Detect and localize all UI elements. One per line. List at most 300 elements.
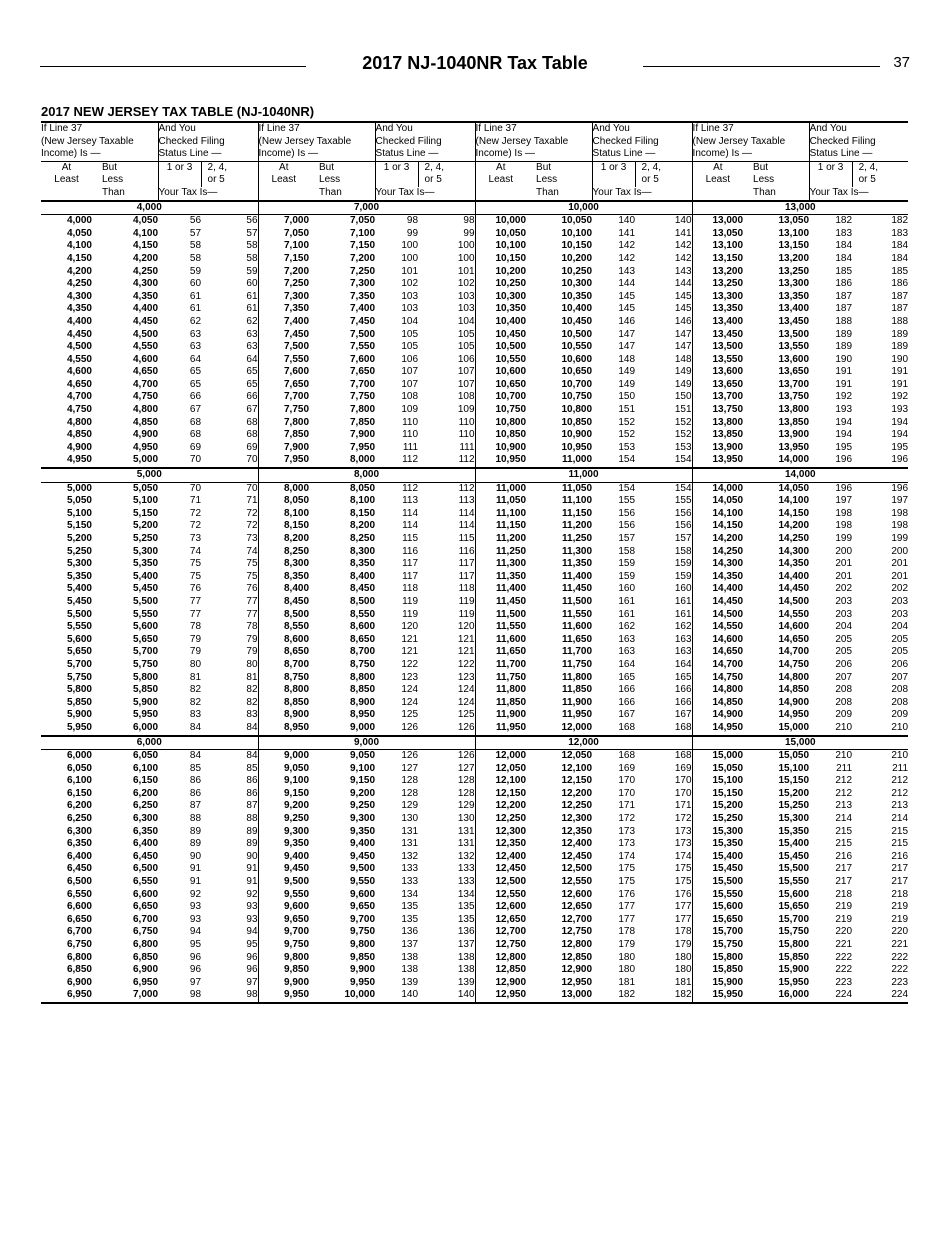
at-least-value: 8,000 [258, 482, 309, 495]
at-least-value: 15,700 [692, 926, 743, 939]
but-less-than-value: 9,700 [350, 913, 376, 925]
at-least-value: 7,700 [258, 391, 309, 404]
at-least-value: 4,650 [66, 378, 92, 390]
table-row [41, 851, 908, 864]
tax-status-2-4-5: 155 [674, 495, 692, 507]
tax-status-1-3: 138 [401, 951, 419, 963]
tax-status-1-3: 184 [835, 240, 853, 252]
at-least-value: 10,550 [475, 354, 526, 367]
tax-status-1-3: 107 [401, 378, 419, 390]
header-text: If Line 37 [41, 123, 83, 134]
but-less-than-value: 11,750 [562, 658, 593, 670]
at-least-value: 4,100 [66, 240, 92, 252]
but-less-than-value: 13,400 [778, 303, 810, 315]
table-row [41, 442, 908, 455]
tax-status-1-3: 122 [401, 658, 419, 670]
at-least-value: 6,150 [66, 787, 92, 799]
table-row [41, 697, 908, 710]
tax-status-1-3: 118 [402, 583, 419, 595]
at-least-value: 5,250 [66, 545, 92, 557]
tax-status-2-4-5: 137 [457, 939, 475, 950]
tax-status-2-4-5: 152 [674, 429, 692, 441]
filing-status-header [592, 122, 692, 161]
tax-status-1-3: 212 [835, 775, 853, 787]
at-least-value: 5,350 [66, 570, 92, 582]
tax-status-2-4-5: 166 [674, 696, 692, 708]
tax-status-2-4-5: 67 [246, 404, 258, 416]
tax-status-1-3: 63 [189, 341, 202, 353]
but-less-than-value: 14,700 [778, 646, 810, 658]
header-text: 2, 4, [858, 161, 879, 173]
at-least-value: 4,250 [66, 278, 92, 290]
at-least-value: 5,800 [66, 684, 92, 696]
tax-status-1-3: 166 [618, 696, 636, 708]
at-least-value: 15,450 [692, 863, 743, 876]
at-least-value: 10,600 [475, 366, 526, 379]
at-least-value: 11,850 [475, 697, 526, 710]
header-text: Than [753, 186, 776, 198]
but-less-than-value: 13,150 [778, 240, 810, 252]
tax-status-2-4-5: 161 [674, 595, 692, 607]
but-less-than-value: 6,500 [132, 863, 159, 875]
at-least-value: 6,050 [66, 762, 92, 774]
at-least-value: 14,300 [692, 558, 743, 571]
page-number: 37 [893, 54, 910, 71]
at-least-value: 14,150 [692, 520, 743, 533]
at-least-value: 10,350 [475, 303, 526, 316]
tax-status-1-3: 205 [835, 633, 853, 645]
at-least-value: 8,350 [258, 571, 309, 584]
tax-status-2-4-5: 151 [674, 404, 692, 416]
table-row [41, 404, 908, 417]
at-least-value: 6,950 [41, 989, 92, 1003]
tax-status-2-4-5: 214 [891, 813, 909, 825]
but-less-than-value: 14,900 [778, 696, 810, 708]
tax-status-2-4-5: 68 [246, 429, 258, 441]
tax-status-1-3: 208 [835, 696, 853, 708]
but-less-than-value: 6,250 [132, 800, 159, 812]
tax-status-1-3: 102 [401, 278, 419, 290]
but-less-than-value: 12,600 [561, 888, 593, 900]
but-less-than-value: 5,250 [132, 533, 159, 544]
tax-status-2-4-5: 188 [891, 315, 909, 327]
tax-status-2-4-5: 73 [246, 533, 258, 544]
tax-status-1-3: 62 [189, 315, 202, 327]
tax-status-2-4-5: 114 [458, 507, 475, 519]
tax-status-1-3: 210 [835, 721, 853, 733]
tax-status-2-4-5: 209 [891, 709, 909, 721]
but-less-than-value: 13,200 [778, 252, 810, 264]
but-less-than-value: 13,950 [778, 441, 810, 453]
but-less-than-value: 9,050 [350, 750, 376, 762]
tax-status-2-4-5: 94 [246, 926, 258, 938]
tax-status-2-4-5: 183 [891, 227, 909, 239]
header-text: or 5 [207, 174, 225, 186]
at-least-value: 9,800 [258, 952, 309, 965]
tax-status-2-4-5: 72 [246, 507, 258, 519]
table-row [41, 914, 908, 927]
header-text: Income) Is — [258, 148, 318, 160]
at-least-value: 9,700 [258, 926, 309, 939]
tax-status-2-4-5: 135 [457, 901, 475, 913]
tax-status-1-3: 189 [835, 341, 853, 353]
at-least-value: 6,850 [66, 964, 92, 976]
at-least-value: 9,850 [258, 964, 309, 977]
at-least-value: 12,750 [475, 939, 526, 952]
but-less-than-value: 10,150 [561, 240, 593, 252]
but-less-than-value: 6,700 [132, 913, 159, 925]
at-least-value: 11,600 [475, 634, 526, 647]
but-less-than-value: 6,450 [132, 850, 159, 862]
tax-status-1-3: 148 [618, 353, 636, 365]
at-least-value: 13,250 [692, 278, 743, 291]
but-less-than-value: 9,600 [350, 888, 376, 900]
tax-status-2-4-5: 152 [674, 416, 692, 428]
at-least-value: 4,900 [66, 441, 92, 453]
but-less-than-value: 14,350 [778, 558, 810, 570]
tax-status-1-3: 151 [618, 404, 636, 416]
but-less-than-value: 14,850 [778, 684, 810, 696]
tax-status-1-3: 219 [835, 901, 853, 913]
tax-status-1-3: 68 [189, 429, 202, 441]
tax-status-2-4-5: 63 [246, 341, 258, 353]
tax-status-2-4-5: 203 [891, 595, 909, 607]
tax-status-1-3: 214 [835, 813, 853, 825]
table-row [41, 609, 908, 622]
tax-status-2-4-5: 202 [891, 583, 909, 595]
tax-status-1-3: 109 [401, 404, 419, 416]
but-less-than-value: 4,450 [132, 315, 159, 327]
tax-status-1-3: 128 [401, 787, 419, 799]
table-row [41, 417, 908, 430]
tax-status-2-4-5: 139 [457, 976, 475, 988]
filing-status-header [809, 122, 908, 161]
tax-status-2-4-5: 136 [457, 926, 475, 938]
tax-status-1-3: 68 [189, 416, 202, 428]
but-less-than-value: 8,850 [350, 684, 376, 696]
tax-status-2-4-5: 184 [891, 240, 909, 252]
tax-status-2-4-5: 182 [891, 215, 909, 227]
tax-status-1-3: 220 [835, 926, 853, 938]
table-row [41, 508, 908, 521]
at-least-value: 8,750 [258, 672, 309, 685]
at-least-value: 15,550 [692, 889, 743, 902]
at-least-value: 10,300 [475, 291, 526, 304]
tax-status-2-4-5: 70 [246, 482, 258, 494]
tax-status-1-3: 194 [835, 429, 853, 441]
at-least-value: 10,900 [475, 442, 526, 455]
tax-status-2-4-5: 212 [891, 775, 909, 787]
tax-status-2-4-5: 145 [674, 290, 692, 302]
but-less-than-value: 14,600 [778, 621, 810, 633]
tax-status-2-4-5: 86 [246, 787, 258, 799]
tax-status-2-4-5: 85 [246, 762, 258, 774]
but-less-than-value: 4,600 [132, 353, 159, 365]
tax-status-1-3: 164 [618, 658, 636, 670]
tax-status-2-4-5: 80 [246, 658, 258, 670]
your-tax-is-header: Your Tax Is— [809, 187, 908, 201]
but-less-than-header [743, 161, 809, 200]
at-least-value: 12,800 [475, 952, 526, 965]
but-less-than-value: 5,600 [132, 621, 159, 633]
tax-status-2-4-5: 77 [246, 595, 258, 607]
at-least-value: 9,400 [258, 851, 309, 864]
but-less-than-value: 4,200 [132, 252, 159, 264]
at-least-value: 6,750 [66, 939, 92, 950]
tax-status-2-4-5: 64 [246, 353, 258, 365]
table-row [41, 558, 908, 571]
but-less-than-value: 13,300 [778, 278, 810, 290]
but-less-than-value: 9,200 [350, 787, 376, 799]
tax-status-1-3: 166 [618, 684, 636, 696]
but-less-than-value: 8,050 [350, 482, 376, 494]
tax-status-1-3: 170 [618, 775, 636, 787]
header-text: At [279, 161, 289, 173]
tax-status-1-3: 163 [618, 646, 636, 658]
but-less-than-value: 5,350 [132, 558, 159, 570]
but-less-than-value: 7,150 [350, 240, 376, 252]
tax-status-1-3: 200 [835, 545, 853, 557]
tax-status-2-4-5: 171 [674, 800, 692, 812]
tax-status-2-4-5: 119 [458, 595, 475, 607]
tax-status-1-3: 162 [618, 621, 636, 633]
tax-status-1-3: 161 [618, 608, 636, 620]
tax-status-1-3: 156 [618, 520, 636, 532]
at-least-value: 4,500 [66, 341, 92, 353]
but-less-than-value: 4,850 [132, 416, 159, 428]
tax-status-1-3: 80 [189, 658, 202, 670]
tax-status-1-3: 119 [402, 608, 419, 620]
tax-status-1-3: 61 [189, 303, 202, 315]
but-less-than-value: 15,550 [778, 876, 810, 888]
tax-status-2-4-5: 142 [674, 240, 692, 252]
income-range-header [692, 122, 809, 161]
tax-status-2-4-5: 210 [891, 721, 909, 733]
tax-status-1-3: 215 [835, 825, 853, 837]
tax-status-2-4-5: 156 [674, 507, 692, 519]
table-row [41, 621, 908, 634]
but-less-than-value: 9,850 [350, 951, 376, 963]
tax-status-2-4-5: 105 [457, 341, 475, 353]
but-less-than-value: 11,900 [562, 696, 593, 708]
header-text: If Line 37 [258, 123, 300, 134]
header-text: 2, 4, [641, 161, 662, 173]
but-less-than-value: 12,000 [561, 721, 593, 733]
but-less-than-value: 15,150 [778, 775, 810, 787]
at-least-value: 6,550 [66, 888, 92, 900]
but-less-than-value: 9,950 [350, 976, 376, 988]
but-less-than-value: 15,850 [778, 951, 810, 963]
tax-status-1-3: 106 [401, 353, 419, 365]
tax-status-2-4-5: 224 [852, 989, 908, 1003]
but-less-than-value: 13,550 [778, 341, 810, 353]
tax-status-1-3: 185 [835, 265, 853, 277]
tax-status-2-4-5: 149 [674, 366, 692, 378]
header-text: Least [488, 174, 514, 186]
tax-status-2-4-5: 96 [246, 964, 258, 976]
at-least-value: 14,900 [692, 709, 743, 722]
tax-status-2-4-5: 157 [674, 533, 692, 544]
tax-status-2-4-5: 121 [457, 646, 475, 658]
but-less-than-value: 9,300 [350, 813, 376, 825]
tax-status-2-4-5: 66 [246, 391, 258, 403]
header-text: Least [705, 174, 731, 186]
but-less-than-value: 11,050 [562, 482, 593, 494]
band-label: 6,000 [41, 736, 258, 750]
tax-status-1-3: 204 [835, 621, 853, 633]
at-least-value: 9,450 [258, 863, 309, 876]
tax-status-2-4-5: 161 [674, 608, 692, 620]
but-less-than-value: 4,350 [132, 290, 159, 302]
tax-status-1-3: 183 [835, 227, 853, 239]
tax-status-1-3: 87 [189, 800, 202, 812]
tax-status-2-4-5: 98 [201, 989, 258, 1003]
header-text: And You [158, 123, 196, 134]
tax-status-1-3: 114 [402, 520, 419, 532]
tax-status-1-3: 187 [835, 290, 853, 302]
at-least-value: 15,150 [692, 788, 743, 801]
table-row [41, 750, 908, 763]
tax-status-1-3: 187 [835, 303, 853, 315]
but-less-than-value: 16,000 [743, 989, 809, 1003]
at-least-value: 10,800 [475, 417, 526, 430]
tax-status-2-4-5: 76 [246, 583, 258, 595]
at-least-value: 5,900 [66, 709, 92, 721]
but-less-than-value: 10,750 [561, 391, 593, 403]
but-less-than-value: 11,800 [562, 671, 593, 683]
tax-status-2-4-5: 109 [457, 404, 475, 416]
tax-status-2-4-5: 82 [246, 696, 258, 708]
tax-status-2-4-5: 163 [674, 633, 692, 645]
tax-status-2-4-5: 82 [246, 684, 258, 696]
but-less-than-value: 15,000 [778, 721, 810, 733]
tax-status-1-3: 77 [189, 608, 202, 620]
table-row [41, 989, 908, 1003]
tax-status-2-4-5: 215 [891, 825, 909, 837]
tax-status-2-4-5: 106 [457, 353, 475, 365]
tax-status-1-3: 135 [401, 913, 419, 925]
but-less-than-value: 13,450 [778, 315, 810, 327]
but-less-than-value: 10,200 [561, 252, 593, 264]
but-less-than-value: 11,350 [562, 558, 593, 570]
but-less-than-value: 15,100 [778, 762, 810, 774]
tax-status-2-4-5: 208 [891, 696, 909, 708]
tax-status-2-4-5: 143 [674, 265, 692, 277]
tax-status-2-4-5: 130 [457, 813, 475, 825]
tax-table [41, 121, 908, 1004]
but-less-than-value: 8,550 [350, 608, 376, 620]
tax-status-2-4-5: 132 [457, 850, 475, 862]
at-least-value: 7,000 [258, 215, 309, 228]
tax-status-2-4-5: 133 [457, 876, 475, 888]
tax-status-2-4-5: 65 [246, 366, 258, 378]
but-less-than-value: 15,750 [778, 926, 810, 938]
tax-status-1-3: 93 [189, 913, 202, 925]
tax-status-1-3: 149 [618, 378, 636, 390]
but-less-than-value: 5,150 [132, 507, 159, 519]
at-least-value: 14,350 [692, 571, 743, 584]
but-less-than-value: 14,950 [778, 709, 810, 721]
tax-status-1-3: 83 [189, 709, 202, 721]
tax-status-1-3: 147 [618, 328, 636, 340]
header-text: Status Line — [158, 148, 222, 160]
at-least-value: 5,050 [66, 495, 92, 507]
tax-status-2-4-5: 93 [246, 901, 258, 913]
tax-status-1-3: 61 [189, 290, 202, 302]
tax-status-2-4-5: 57 [246, 227, 258, 239]
but-less-than-value: 13,800 [778, 404, 810, 416]
but-less-than-value: 7,300 [350, 278, 376, 290]
at-least-value: 13,300 [692, 291, 743, 304]
tax-status-1-3: 154 [618, 482, 636, 494]
table-row [41, 316, 908, 329]
but-less-than-value: 9,500 [350, 863, 376, 875]
income-range-header [258, 122, 375, 161]
tax-status-1-3: 208 [835, 684, 853, 696]
tax-status-1-3: 81 [189, 671, 202, 683]
tax-status-2-4-5: 58 [246, 252, 258, 264]
at-least-value: 11,400 [475, 583, 526, 596]
but-less-than-value: 7,450 [350, 315, 376, 327]
tax-status-2-4-5: 124 [457, 696, 475, 708]
tax-status-1-3: 153 [618, 441, 636, 453]
at-least-value: 9,150 [258, 788, 309, 801]
tax-status-1-3: 210 [835, 750, 853, 762]
tax-status-2-4-5: 79 [246, 633, 258, 645]
at-least-value: 5,550 [66, 621, 92, 633]
but-less-than-value: 15,650 [778, 901, 810, 913]
at-least-value: 11,500 [475, 609, 526, 622]
band-header-row [41, 736, 908, 750]
tax-status-2-4-5: 190 [891, 353, 909, 365]
tax-status-2-4-5: 220 [891, 926, 909, 938]
at-least-value: 15,750 [692, 939, 743, 952]
tax-status-1-3: 174 [618, 850, 636, 862]
tax-status-1-3: 203 [835, 595, 853, 607]
tax-status-2-4-5: 158 [674, 545, 692, 557]
tax-status-2-4-5: 154 [674, 454, 692, 466]
tax-status-1-3: 190 [835, 353, 853, 365]
but-less-than-value: 9,800 [350, 939, 376, 950]
tax-status-2-4-5: 88 [246, 813, 258, 825]
but-less-than-value: 10,400 [561, 303, 593, 315]
at-least-value: 8,550 [258, 621, 309, 634]
tax-status-1-3: 205 [835, 646, 853, 658]
tax-status-2-4-5: 56 [246, 215, 258, 227]
at-least-value: 13,050 [692, 228, 743, 241]
at-least-value: 4,000 [66, 215, 92, 227]
tax-status-1-3: 219 [835, 913, 853, 925]
but-less-than-value: 15,700 [778, 913, 810, 925]
status-2-4-5-header [201, 161, 258, 187]
but-less-than-value: 14,500 [778, 595, 810, 607]
at-least-value: 8,050 [258, 495, 309, 508]
at-least-value: 9,500 [258, 876, 309, 889]
but-less-than-value: 13,850 [778, 416, 810, 428]
at-least-value: 12,500 [475, 876, 526, 889]
at-least-value: 4,200 [66, 265, 92, 277]
tax-status-2-4-5: 138 [457, 951, 475, 963]
header-text: Than [102, 186, 125, 198]
tax-status-2-4-5: 58 [246, 240, 258, 252]
tax-status-1-3: 215 [835, 838, 853, 850]
tax-status-1-3: 152 [618, 429, 636, 441]
header-text: Checked Filing [375, 135, 442, 147]
at-least-value: 8,150 [258, 520, 309, 533]
but-less-than-value: 6,100 [132, 762, 159, 774]
tax-status-2-4-5: 212 [891, 787, 909, 799]
tax-status-1-3: 131 [401, 838, 419, 850]
